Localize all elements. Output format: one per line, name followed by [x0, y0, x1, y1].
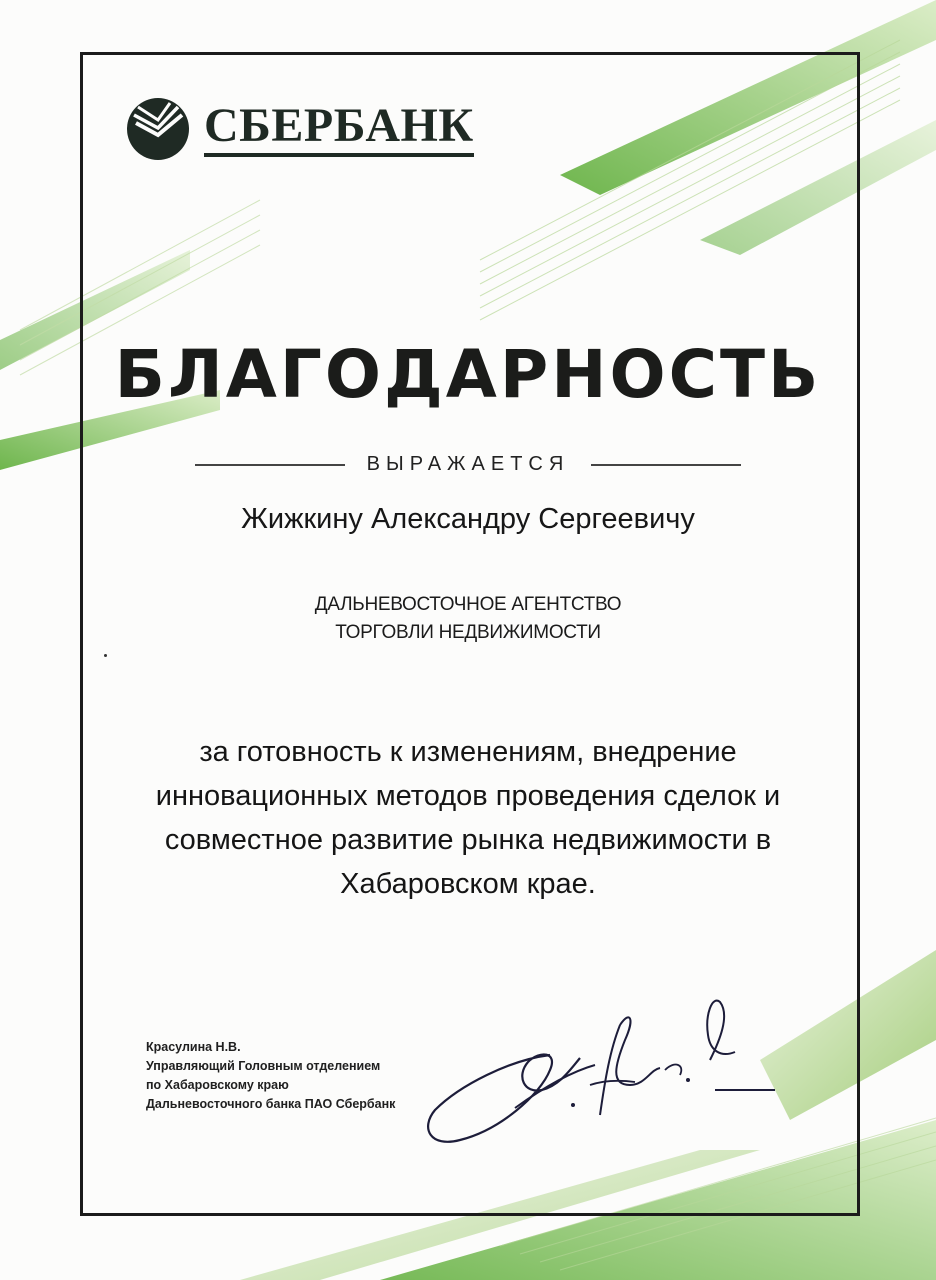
signatory-block	[146, 1038, 395, 1114]
organization-line: ТОРГОВЛИ НЕДВИЖИМОСТИ	[335, 622, 601, 643]
award-reason	[110, 730, 826, 906]
recipient-name: Жижкину Александру Сергеевичу	[241, 503, 695, 535]
reason-line: инновационных методов проведения сделок и	[155, 780, 781, 812]
signatory-position: Управляющий Головным отделением	[146, 1059, 381, 1073]
brand-logo	[124, 95, 474, 163]
handwritten-signature-icon	[420, 990, 780, 1160]
certificate-subtitle: ВЫРАЖАЕТСЯ	[366, 453, 570, 475]
scan-speck	[104, 654, 107, 657]
organization-line: ДАЛЬНЕВОСТОЧНОЕ АГЕНТСТВО	[314, 594, 622, 615]
divider-left	[195, 464, 345, 466]
reason-line: совместное развитие рынка недвижимости в	[164, 824, 772, 856]
signatory-position: по Хабаровскому краю	[146, 1078, 289, 1092]
reason-line: за готовность к изменениям, внедрение	[199, 736, 737, 768]
reason-line: Хабаровском крае.	[340, 868, 596, 900]
sberbank-logo-icon	[124, 95, 192, 163]
certificate-title: БЛАГОДАРНОСТЬ	[114, 336, 822, 413]
subtitle-row	[0, 453, 936, 476]
divider-right	[591, 464, 741, 466]
brand-name: СБЕРБАНК	[204, 102, 474, 157]
signatory-position: Дальневосточного банка ПАО Сбербанк	[146, 1097, 396, 1111]
signatory-name: Красулина Н.В.	[146, 1040, 241, 1054]
organization-name	[0, 591, 936, 647]
